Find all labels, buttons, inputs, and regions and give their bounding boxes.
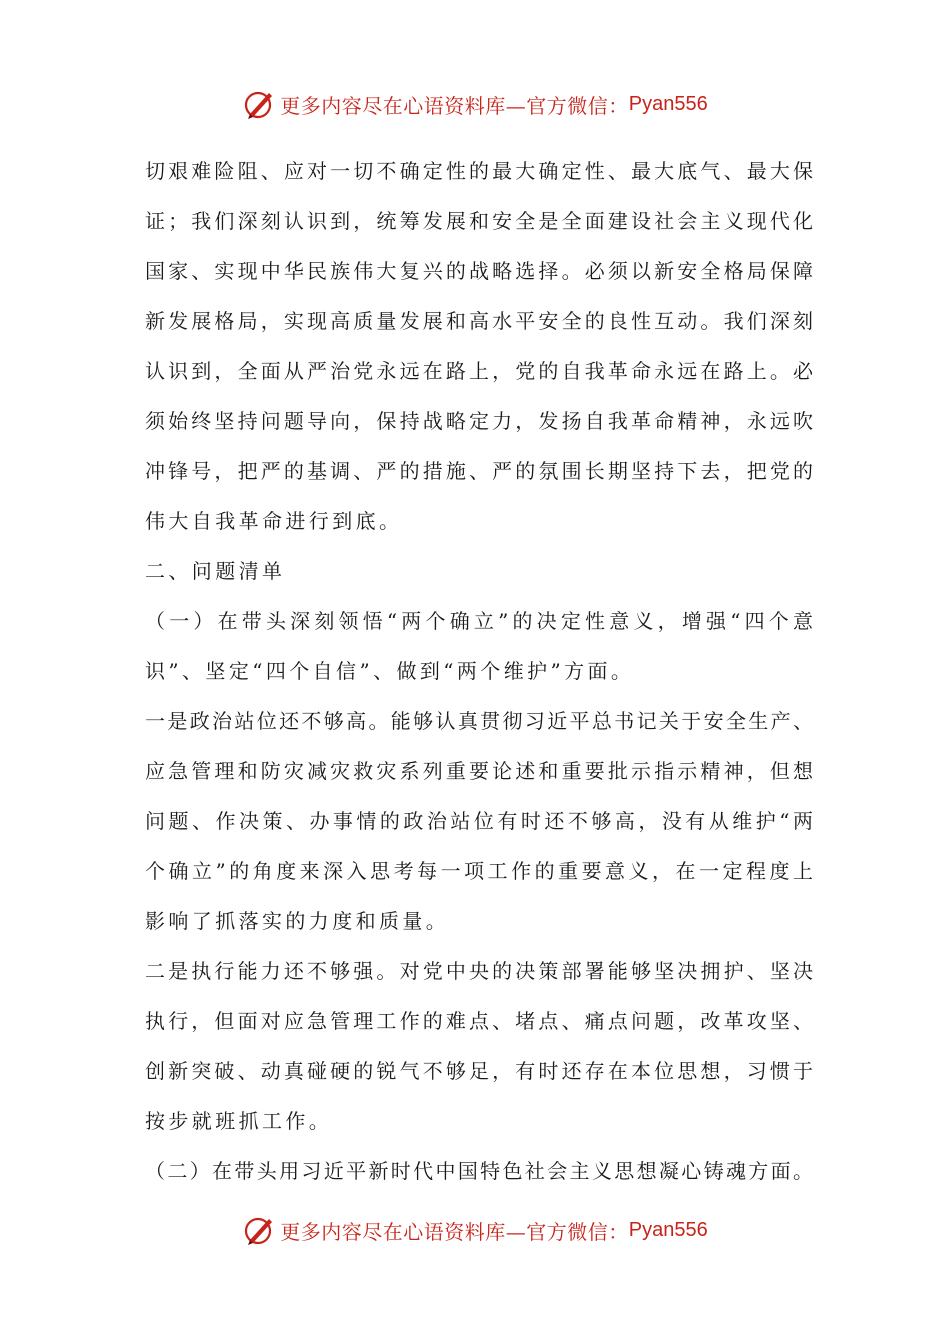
text-line: 新发展格局，实现高质量发展和高水平安全的良性互动。我们深刻 [145,309,813,333]
watermark-wechat-id: Pyan556 [628,1218,708,1241]
text-line: 认识到，全面从严治党永远在路上，党的自我革命永远在路上。必 [145,359,813,383]
text-line: 影响了抓落实的力度和质量。 [145,909,450,933]
pen-logo-icon [242,1213,276,1247]
text-line: 创新突破、动真碰硬的锐气不够足，有时还存在本位思想，习惯于 [145,1059,813,1083]
text-line: 冲锋号，把严的基调、严的措施、严的氛围长期坚持下去，把党的 [145,459,813,483]
text-line: 须始终坚持问题导向，保持战略定力，发扬自我革命精神，永远吹 [145,409,813,433]
text-line: 个确立”的角度来深入思考每一项工作的重要意义，在一定程度上 [145,859,813,883]
pen-logo-icon [242,87,276,121]
text-line: 按步就班抓工作。 [145,1109,333,1133]
text-line: 应急管理和防灾减灾救灾系列重要论述和重要批示指示精神，但想 [145,759,813,783]
watermark-text: 更多内容尽在心语资料库—官方微信： [280,93,629,118]
watermark-wechat-id: Pyan556 [628,92,708,115]
text-line: 二、问题清单 [145,559,286,583]
text-line: 国家、实现中华民族伟大复兴的战略选择。必须以新安全格局保障 [145,259,813,283]
text-line: 二是执行能力还不够强。对党中央的决策部署能够坚决拥护、坚决 [145,959,813,983]
text-line: （二）在带头用习近平新时代中国特色社会主义思想凝心铸魂方面。 [145,1159,813,1183]
footer-watermark [0,1210,950,1250]
header-watermark [0,84,950,124]
text-line: 一是政治站位还不够高。能够认真贯彻习近平总书记关于安全生产、 [145,709,813,733]
text-line: （一）在带头深刻领悟“两个确立”的决定性意义，增强“四个意 [145,609,813,633]
document-body [145,146,813,1196]
text-line: 执行，但面对应急管理工作的难点、堵点、痛点问题，改革攻坚、 [145,1009,813,1033]
text-line: 问题、作决策、办事情的政治站位有时还不够高，没有从维护“两 [145,809,813,833]
watermark-text: 更多内容尽在心语资料库—官方微信： [280,1219,629,1244]
text-line: 伟大自我革命进行到底。 [145,509,403,533]
text-line: 切艰难险阻、应对一切不确定性的最大确定性、最大底气、最大保 [145,159,813,183]
text-line: 证；我们深刻认识到，统筹发展和安全是全面建设社会主义现代化 [145,209,813,233]
text-line: 识”、坚定“四个自信”、做到“两个维护”方面。 [145,659,635,683]
